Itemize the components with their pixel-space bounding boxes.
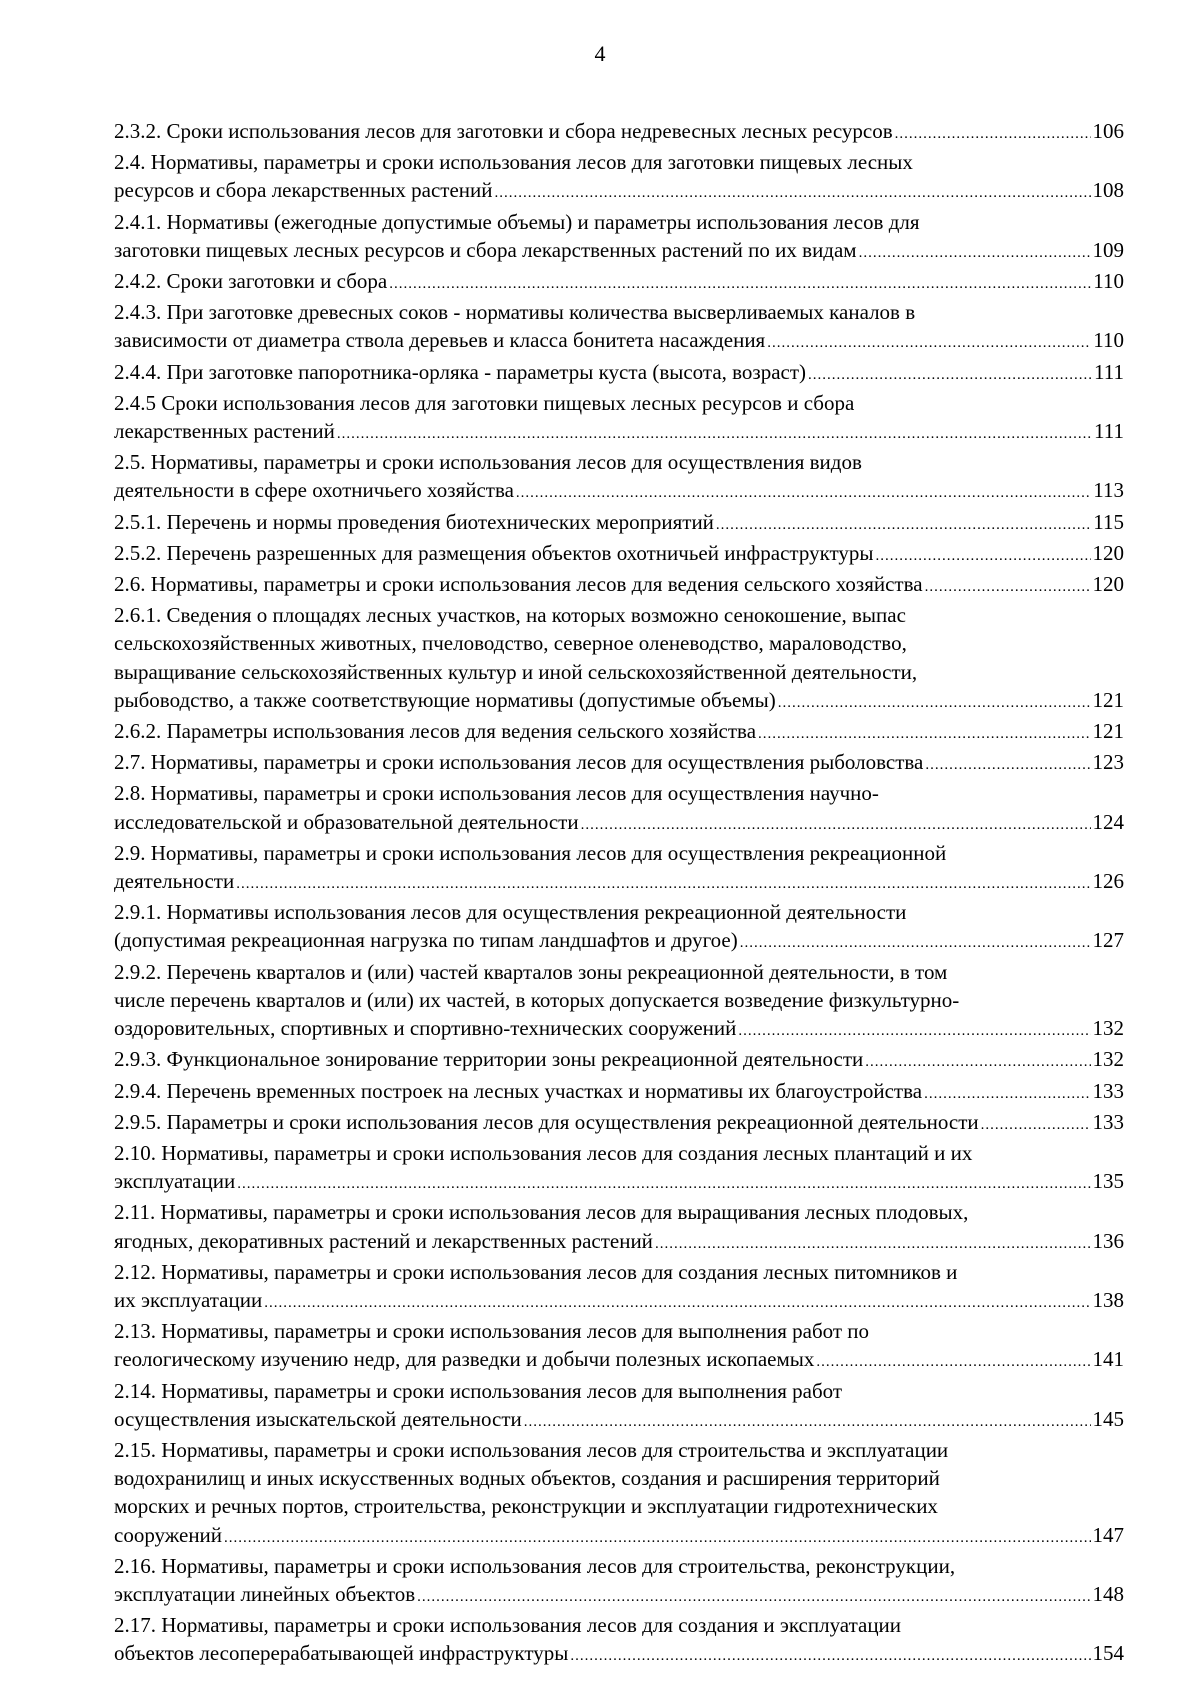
toc-entry-last-line (114, 326, 1124, 357)
toc-entry-page: 110 (1093, 269, 1124, 294)
toc-entry[interactable] (114, 1077, 1124, 1108)
toc-entry-line: 2.3.2. Сроки использования лесов для заготовки и сбора недревесных лесных ресурсов (114, 119, 893, 143)
toc-entry-last-line (114, 808, 1124, 839)
toc-entry-last-line (114, 1639, 1124, 1670)
toc-entry[interactable] (114, 148, 1124, 207)
toc-entry-line: их эксплуатации (114, 1287, 263, 1312)
toc-entry-last-line (114, 748, 1124, 779)
toc-entry-last-line (114, 867, 1124, 898)
toc-entry-page: 120 (1092, 540, 1124, 565)
toc-entry[interactable] (114, 601, 1124, 717)
toc-entry-line: объектов лесоперерабатывающей инфраструктуры (114, 1641, 569, 1666)
dot-leader (655, 1230, 1091, 1258)
dot-leader (865, 1048, 1090, 1076)
dot-leader (417, 1583, 1090, 1611)
toc-entry[interactable] (114, 448, 1124, 507)
toc-entry-line: 2.4.3. При заготовке древесных соков - нормативы количества высверливаемых каналов в (114, 300, 916, 325)
dot-leader (895, 120, 1091, 148)
toc-entry[interactable] (114, 1139, 1124, 1198)
toc-entry-page: 108 (1092, 178, 1124, 203)
toc-entry[interactable] (114, 1611, 1124, 1670)
toc-entry-last-line (114, 570, 1124, 601)
toc-entry-page: 121 (1092, 687, 1124, 712)
toc-entry-line: сооружений (114, 1522, 223, 1547)
toc-entry-line: деятельности (114, 869, 235, 894)
dot-leader (767, 329, 1091, 357)
toc-entry-last-line (114, 236, 1124, 267)
toc-entry-line: 2.13. Нормативы, параметры и сроки использования лесов для выполнения работ по (114, 1319, 870, 1344)
toc-entry-page: 115 (1093, 509, 1124, 534)
toc-entry-last-line (114, 267, 1124, 298)
toc-entry-page: 141 (1092, 1347, 1124, 1372)
dot-leader (264, 1289, 1090, 1317)
dot-leader (808, 361, 1092, 389)
toc-entry-last-line (114, 1345, 1124, 1376)
toc-entry-last-line (114, 1286, 1124, 1317)
dot-leader (389, 270, 1091, 298)
toc-entry-line: 2.5. Нормативы, параметры и сроки использования лесов для осуществления видов (114, 450, 862, 475)
toc-entry-last-line (114, 686, 1124, 717)
dot-leader (859, 239, 1091, 267)
toc-entry-last-line (114, 476, 1124, 507)
toc-entry[interactable] (114, 1377, 1124, 1436)
toc-entry-line: деятельности в сфере охотничьего хозяйства (114, 478, 514, 503)
toc-entry-line: (допустимая рекреационная нагрузка по типам ландшафтов и другое) (114, 928, 738, 953)
toc-entry[interactable] (114, 267, 1124, 298)
toc-entry-last-line (114, 539, 1124, 570)
toc-entry-page: 147 (1092, 1522, 1124, 1547)
toc-entry-line: морских и речных портов, строительства, реконструкции и эксплуатации гидротехнических (114, 1494, 938, 1519)
dot-leader (581, 811, 1091, 839)
toc-entry-line: 2.4. Нормативы, параметры и сроки использования лесов для заготовки пищевых лесных (114, 150, 913, 175)
dot-leader (337, 420, 1092, 448)
toc-entry-line: 2.6.2. Параметры использования лесов для ведения сельского хозяйства (114, 719, 757, 744)
toc-entry-page: 145 (1092, 1406, 1124, 1431)
toc-entry-last-line (114, 1227, 1124, 1258)
toc-entry-line: лекарственных растений (114, 419, 335, 444)
toc-entry-page: 132 (1092, 1047, 1124, 1072)
dot-leader (524, 1408, 1091, 1436)
toc-entry-line: водохранилищ и иных искусственных водных объектов, создания и расширения территорий (114, 1466, 940, 1491)
dot-leader (816, 1348, 1090, 1376)
toc-entry-page: 133 (1092, 1078, 1124, 1103)
dot-leader (237, 1170, 1090, 1198)
toc-entry-page: 135 (1092, 1169, 1124, 1194)
toc-entry-last-line (114, 1108, 1124, 1139)
toc-entry-page: 120 (1092, 572, 1124, 597)
toc-entry-page: 148 (1092, 1581, 1124, 1606)
toc-entry-last-line (114, 1077, 1124, 1108)
toc-entry-last-line (114, 1045, 1124, 1076)
dot-leader (876, 542, 1091, 570)
toc-entry[interactable] (114, 208, 1124, 267)
toc-entry-last-line (114, 117, 1124, 148)
toc-entry-last-line (114, 417, 1124, 448)
toc-entry-page: 126 (1092, 869, 1124, 894)
toc-entry-line: 2.9.5. Параметры и сроки использования лесов для осуществления рекреационной деятельности (114, 1109, 979, 1134)
toc-entry-line: 2.9. Нормативы, параметры и сроки использования лесов для осуществления рекреационной (114, 840, 947, 865)
toc-entry[interactable] (114, 1317, 1124, 1376)
toc-entry-line: 2.5.2. Перечень разрешенных для размещения объектов охотничьей инфраструктуры (114, 540, 874, 565)
dot-leader (981, 1111, 1091, 1139)
toc-entry-line: 2.17. Нормативы, параметры и сроки использования лесов для создания и эксплуатации (114, 1613, 902, 1638)
toc-entry-last-line (114, 1167, 1124, 1198)
toc-entry-line: ягодных, декоративных растений и лекарственных растений (114, 1228, 653, 1253)
toc-entry[interactable] (114, 958, 1124, 1046)
toc-entry-line: 2.15. Нормативы, параметры и сроки использования лесов для строительства и эксплуатации (114, 1437, 949, 1462)
toc-entry-line: числе перечень кварталов и (или) их частей, в которых допускается возведение физкультурно- (114, 987, 960, 1012)
toc-entry[interactable] (114, 1045, 1124, 1076)
toc-entry-line: 2.9.1. Нормативы использования лесов для осуществления рекреационной деятельности (114, 900, 907, 925)
toc-entry-line: выращивание сельскохозяйственных культур и иной сельскохозяйственной деятельности, (114, 659, 918, 684)
toc-entry-line: 2.9.3. Функциональное зонирование территории зоны рекреационной деятельности (114, 1047, 864, 1072)
toc-entry[interactable] (114, 898, 1124, 957)
toc-entry-page: 106 (1092, 119, 1124, 143)
dot-leader (740, 929, 1091, 957)
toc-entry-line: 2.4.2. Сроки заготовки и сбора (114, 269, 388, 294)
dot-leader (570, 1642, 1090, 1670)
toc-entry-line: 2.9.4. Перечень временных построек на лесных участках и нормативы их благоустройства (114, 1078, 923, 1103)
toc-entry[interactable] (114, 1552, 1124, 1611)
toc-entry-page: 154 (1092, 1641, 1124, 1666)
dot-leader (738, 1017, 1090, 1045)
toc-entry-line: сельскохозяйственных животных, пчеловодство, северное оленеводство, мараловодство, (114, 631, 907, 656)
toc-entry-last-line (114, 358, 1124, 389)
toc-entry-page: 110 (1093, 328, 1124, 353)
toc-entry-last-line (114, 176, 1124, 207)
toc-entry-line: осуществления изыскательской деятельности (114, 1406, 522, 1431)
dot-leader (716, 511, 1091, 539)
toc-entry[interactable] (114, 358, 1124, 389)
toc-entry-line: 2.5.1. Перечень и нормы проведения биотехнических мероприятий (114, 509, 714, 534)
toc-entry-line: 2.12. Нормативы, параметры и сроки использования лесов для создания лесных питомников и (114, 1259, 958, 1284)
toc-entry-last-line (114, 508, 1124, 539)
dot-leader (778, 689, 1091, 717)
dot-leader (758, 720, 1090, 748)
toc-entry-line: 2.14. Нормативы, параметры и сроки использования лесов для выполнения работ (114, 1378, 843, 1403)
toc-entry-line: 2.11. Нормативы, параметры и сроки использования лесов для выращивания лесных плодовых, (114, 1200, 969, 1225)
toc-entry-last-line (114, 926, 1124, 957)
toc-entry[interactable] (114, 389, 1124, 448)
toc-entry[interactable] (114, 1258, 1124, 1317)
toc-entry-page: 121 (1092, 719, 1124, 744)
toc-entry-page: 136 (1092, 1228, 1124, 1253)
toc-entry-page: 133 (1092, 1109, 1124, 1134)
toc-entry-line: 2.7. Нормативы, параметры и сроки использования лесов для осуществления рыболовства (114, 750, 924, 775)
toc-entry-last-line (114, 717, 1124, 748)
toc-entry-last-line (114, 1014, 1124, 1045)
toc-entry-line: 2.6. Нормативы, параметры и сроки использования лесов для ведения сельского хозяйства (114, 572, 923, 597)
toc-entry[interactable] (114, 779, 1124, 838)
toc-entry-page: 132 (1092, 1016, 1124, 1041)
toc-entry[interactable] (114, 1108, 1124, 1139)
toc-entry[interactable] (114, 570, 1124, 601)
toc-entry-page: 109 (1092, 237, 1124, 262)
toc-entry[interactable] (114, 508, 1124, 539)
toc-entry-line: ресурсов и сбора лекарственных растений (114, 178, 493, 203)
toc-entry-page: 124 (1092, 809, 1124, 834)
toc-entry-page: 111 (1094, 419, 1124, 444)
toc-entry[interactable] (114, 298, 1124, 357)
toc-entry-line: эксплуатации линейных объектов (114, 1581, 416, 1606)
toc-entry[interactable] (114, 1436, 1124, 1552)
toc-entry-line: 2.8. Нормативы, параметры и сроки использования лесов для осуществления научно- (114, 781, 879, 806)
toc-entry[interactable] (114, 748, 1124, 779)
dot-leader (495, 179, 1091, 207)
toc-entry-line: заготовки пищевых лесных ресурсов и сбора лекарственных растений по их видам (114, 237, 857, 262)
dot-leader (924, 1080, 1090, 1108)
toc-entry-last-line (114, 1521, 1124, 1552)
toc-entry-line: 2.4.1. Нормативы (ежегодные допустимые объемы) и параметры использования лесов для (114, 209, 920, 234)
toc-entry-line: 2.4.5 Сроки использования лесов для заготовки пищевых лесных ресурсов и сбора (114, 390, 855, 415)
toc-entry-page: 138 (1092, 1287, 1124, 1312)
dot-leader (925, 573, 1091, 601)
toc-entry-line: геологическому изучению недр, для разведки и добычи полезных ископаемых (114, 1347, 815, 1372)
toc-entry[interactable] (114, 1198, 1124, 1257)
page-number: 4 (594, 41, 606, 66)
toc-entry[interactable] (114, 117, 1124, 148)
toc-entry-last-line (114, 1580, 1124, 1611)
toc-entry-last-line (114, 1405, 1124, 1436)
toc-entry-line: 2.10. Нормативы, параметры и сроки использования лесов для создания лесных плантаций и их (114, 1140, 973, 1165)
toc-entry[interactable] (114, 539, 1124, 570)
toc-entry-line: 2.16. Нормативы, параметры и сроки использования лесов для строительства, реконструкции, (114, 1553, 956, 1578)
dot-leader (236, 870, 1090, 898)
toc-entry-line: 2.4.4. При заготовке папоротника-орляка - параметры куста (высота, возраст) (114, 359, 807, 384)
toc-entry-line: рыбоводство, а также соответствующие нормативы (допустимые объемы) (114, 687, 776, 712)
toc-entry-line: эксплуатации (114, 1169, 236, 1194)
dot-leader (224, 1524, 1090, 1552)
toc-entry-line: 2.6.1. Сведения о площадях лесных участков, на которых возможно сенокошение, выпас (114, 603, 906, 628)
toc-entry[interactable] (114, 717, 1124, 748)
dot-leader (516, 479, 1091, 507)
toc-entry-page: 123 (1092, 750, 1124, 775)
dot-leader (925, 751, 1090, 779)
toc-entry-page: 111 (1094, 359, 1124, 384)
toc-entry-line: исследовательской и образовательной деятельности (114, 809, 579, 834)
toc-entry-line: оздоровительных, спортивных и спортивно-технических сооружений (114, 1016, 737, 1041)
toc-entry-line: зависимости от диаметра ствола деревьев и класса бонитета насаждения (114, 328, 766, 353)
toc-entry-page: 113 (1093, 478, 1124, 503)
toc-entry[interactable] (114, 839, 1124, 898)
toc-entry-page: 127 (1092, 928, 1124, 953)
toc-entry-line: 2.9.2. Перечень кварталов и (или) частей кварталов зоны рекреационной деятельности, в том (114, 959, 948, 984)
table-of-contents (114, 117, 1124, 1671)
